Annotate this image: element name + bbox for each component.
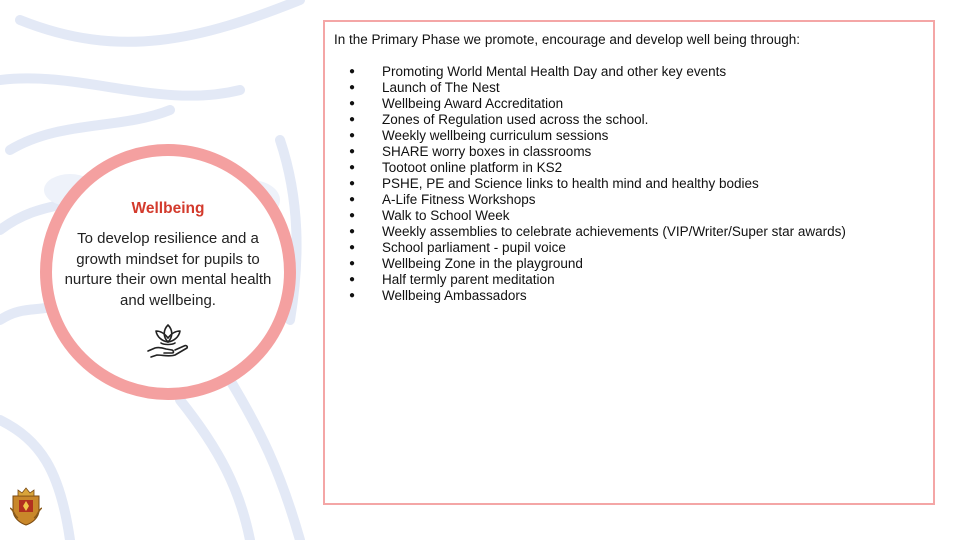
list-item-label: Tootoot online platform in KS2 [382,160,563,175]
lotus-hand-icon [145,321,191,361]
bullet-icon: ● [349,66,356,77]
bullet-icon: ● [349,98,356,109]
list-item [325,192,846,208]
bullet-icon: ● [349,242,356,253]
list-item-label: Weekly wellbeing curriculum sessions [382,128,609,143]
list-item-label: Wellbeing Ambassadors [382,288,527,303]
list-item [325,112,846,128]
school-crest-logo [10,486,42,526]
bullet-icon: ● [349,274,356,285]
list-item [325,288,846,304]
bullet-icon: ● [349,194,356,205]
bullet-icon: ● [349,226,356,237]
list-item-label: Zones of Regulation used across the school. [382,112,649,127]
list-item [325,208,846,224]
list-item-label: Launch of The Nest [382,80,500,95]
list-item [325,96,846,112]
list-item-label: School parliament - pupil voice [382,240,566,255]
circle-title: Wellbeing [131,200,205,217]
bullet-icon: ● [349,114,356,125]
wellbeing-list [325,64,846,304]
list-item-label: Promoting World Mental Health Day and other key events [382,64,727,79]
list-item-label: A-Life Fitness Workshops [382,192,536,207]
list-item [325,176,846,192]
circle-description: To develop resilience and a growth mindset for pupils to nurture their own mental health and wellbeing. [64,230,272,309]
bullet-icon: ● [349,210,356,221]
list-item [325,144,846,160]
list-item-label: Wellbeing Award Accreditation [382,96,564,111]
list-item [325,160,846,176]
wellbeing-circle [40,144,296,400]
list-item-label: PSHE, PE and Science links to health mind and healthy bodies [382,176,759,191]
list-item-label: SHARE worry boxes in classrooms [382,144,592,159]
bullet-icon: ● [349,178,356,189]
bullet-icon: ● [349,258,356,269]
list-item [325,256,846,272]
list-item-label: Wellbeing Zone in the playground [382,256,583,271]
list-item [325,64,846,80]
bullet-icon: ● [349,162,356,173]
bullet-icon: ● [349,146,356,157]
bullet-icon: ● [349,130,356,141]
list-item-label: Walk to School Week [382,208,510,223]
bullet-icon: ● [349,290,356,301]
list-item [325,224,846,240]
list-item [325,128,846,144]
intro-text: In the Primary Phase we promote, encourage and develop well being through: [334,32,801,47]
list-item-label: Weekly assemblies to celebrate achievements (VIP/Writer/Super star awards) [382,224,846,239]
list-item-label: Half termly parent meditation [382,272,555,287]
content-panel [323,20,935,505]
list-item [325,240,846,256]
list-item [325,80,846,96]
list-item [325,272,846,288]
bullet-icon: ● [349,82,356,93]
